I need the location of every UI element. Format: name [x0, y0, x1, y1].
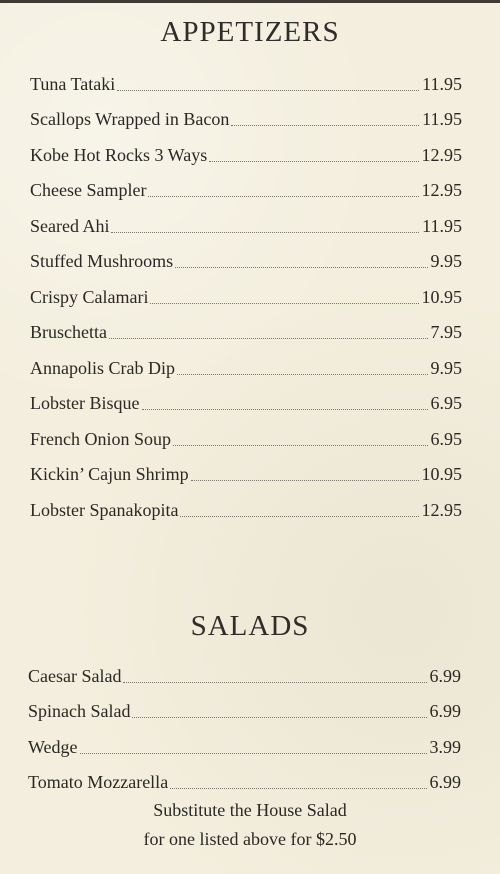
item-name: Crispy Calamari — [30, 286, 149, 307]
substitution-note — [0, 796, 500, 854]
item-price: 11.95 — [422, 73, 462, 94]
item-price: 9.95 — [430, 357, 462, 378]
item-name: Wedge — [28, 736, 78, 757]
item-price: 6.95 — [430, 428, 462, 449]
dot-leader — [142, 409, 428, 410]
item-name: Stuffed Mushrooms — [30, 251, 174, 271]
menu-item — [30, 238, 462, 274]
dot-leader — [123, 682, 426, 683]
dot-leader — [117, 90, 419, 91]
note-line-2: for one listed above for $2.50 — [143, 829, 357, 849]
menu-item — [28, 688, 461, 724]
item-name: Lobster Bisque — [30, 393, 140, 413]
menu-item — [30, 344, 462, 380]
item-price: 11.95 — [422, 215, 462, 236]
dot-leader — [209, 161, 418, 162]
note-line-1: Substitute the House Salad — [153, 800, 347, 820]
menu-item — [30, 96, 462, 132]
dot-leader — [111, 232, 419, 233]
item-name: French Onion Soup — [30, 428, 171, 449]
dot-leader — [148, 196, 418, 197]
salads-list — [28, 652, 461, 794]
menu-item — [30, 60, 462, 96]
menu-item — [30, 451, 462, 487]
menu-item — [30, 309, 462, 345]
item-name: Scallops Wrapped in Bacon — [30, 109, 230, 129]
menu-item — [30, 273, 462, 309]
item-price: 6.99 — [429, 701, 461, 721]
item-price: 12.95 — [421, 144, 462, 165]
top-border-rule — [0, 0, 500, 3]
menu-item — [30, 167, 462, 203]
item-name: Caesar Salad — [28, 665, 122, 686]
item-price: 12.95 — [421, 499, 462, 520]
menu-item — [28, 723, 461, 759]
dot-leader — [177, 374, 428, 375]
menu-item — [30, 131, 462, 167]
item-price: 6.95 — [430, 393, 462, 413]
menu-item — [30, 486, 462, 522]
item-name: Cheese Sampler — [30, 180, 147, 200]
menu-item — [30, 202, 462, 238]
item-name: Kickin’ Cajun Shrimp — [30, 464, 189, 484]
dot-leader — [173, 445, 428, 446]
dot-leader — [170, 788, 426, 789]
item-price: 10.95 — [421, 286, 462, 307]
item-price: 12.95 — [421, 180, 462, 200]
dot-leader — [231, 125, 419, 126]
menu-item — [30, 415, 462, 451]
menu-item — [28, 652, 461, 688]
item-name: Kobe Hot Rocks 3 Ways — [30, 144, 208, 165]
dot-leader — [180, 516, 418, 517]
item-price: 11.95 — [422, 109, 462, 129]
item-price: 7.95 — [430, 322, 462, 342]
appetizers-list — [30, 60, 462, 522]
dot-leader — [191, 480, 419, 481]
menu-item — [28, 759, 461, 795]
item-name: Tuna Tataki — [30, 73, 116, 94]
item-name: Spinach Salad — [28, 701, 131, 721]
item-price: 6.99 — [429, 665, 461, 686]
dot-leader — [175, 267, 427, 268]
item-name: Seared Ahi — [30, 215, 110, 236]
salads-heading: SALADS — [190, 610, 310, 642]
item-price: 9.95 — [430, 251, 462, 271]
item-price: 6.99 — [429, 772, 461, 792]
menu-item — [30, 380, 462, 416]
item-name: Lobster Spanakopita — [30, 499, 179, 520]
appetizers-heading: APPETIZERS — [160, 16, 340, 48]
dot-leader — [80, 753, 427, 754]
item-price: 10.95 — [421, 464, 462, 484]
dot-leader — [109, 338, 428, 339]
item-price: 3.99 — [429, 736, 461, 757]
item-name: Tomato Mozzarella — [28, 772, 169, 792]
item-name: Bruschetta — [30, 322, 107, 342]
dot-leader — [150, 303, 418, 304]
dot-leader — [132, 717, 426, 718]
item-name: Annapolis Crab Dip — [30, 357, 175, 378]
